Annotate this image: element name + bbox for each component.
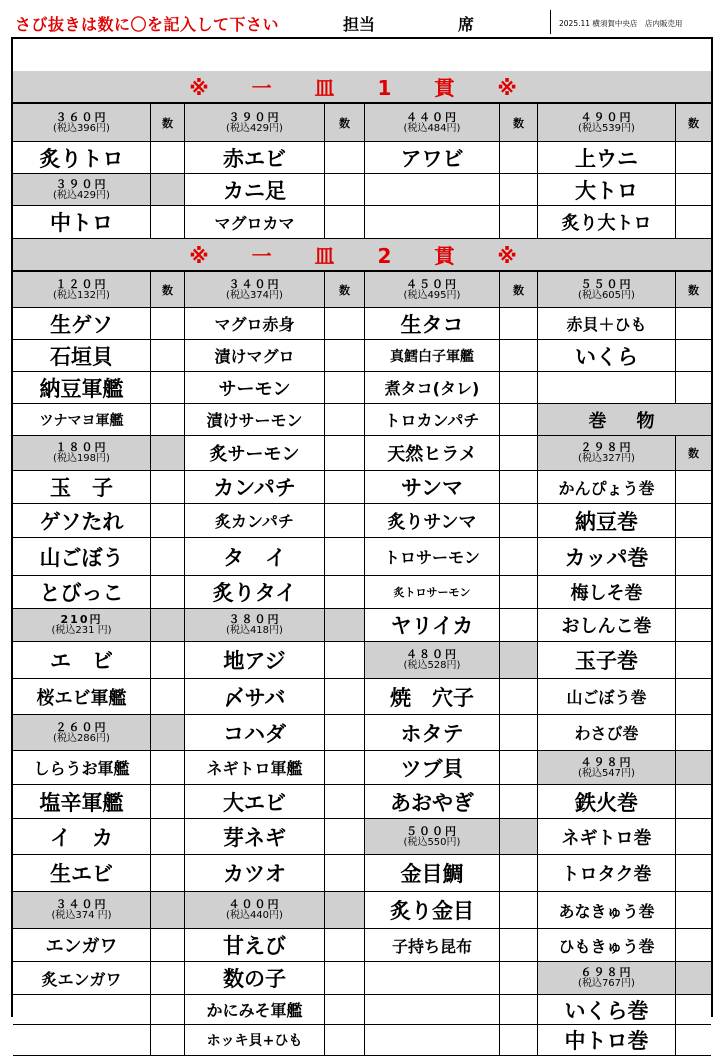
tax-included-price: (税込547円) <box>578 767 635 779</box>
menu-item-name: 金目鯛 <box>365 855 500 891</box>
table-row <box>13 308 711 340</box>
qty-header: 数 <box>325 104 365 141</box>
gray-filler-cell <box>151 174 185 205</box>
empty-cell <box>13 1025 151 1055</box>
qty-header: 数 <box>151 272 185 307</box>
qty-cell[interactable] <box>151 751 185 784</box>
price-header <box>13 104 151 141</box>
qty-cell[interactable] <box>151 372 185 403</box>
qty-cell[interactable] <box>325 372 365 403</box>
menu-item-name: カニ足 <box>185 174 325 205</box>
price-label: ４００円 <box>228 898 281 911</box>
menu-item-name: 炙り大トロ <box>538 206 676 238</box>
table-row <box>13 995 711 1025</box>
empty-cell <box>365 1025 500 1055</box>
table-row <box>13 715 711 751</box>
menu-item-name: 赤貝＋ひも <box>538 308 676 339</box>
menu-item-name: 大エビ <box>185 785 325 818</box>
qty-cell[interactable] <box>325 962 365 994</box>
gray-filler-cell <box>500 642 538 678</box>
menu-item-name: 炙サーモン <box>185 436 325 470</box>
qty-cell[interactable] <box>500 504 538 537</box>
qty-cell[interactable] <box>676 609 711 641</box>
table-row <box>13 340 711 372</box>
price-label: ３６０円 <box>55 110 108 124</box>
qty-cell[interactable] <box>500 340 538 371</box>
qty-cell[interactable] <box>676 1025 711 1055</box>
table-row <box>13 819 711 855</box>
menu-item-name: ヤリイカ <box>365 609 500 641</box>
menu-item-name: ツブ貝 <box>365 751 500 784</box>
section-title: ※ 一 皿 2 貫 ※ <box>189 244 535 268</box>
qty-cell[interactable] <box>500 892 538 928</box>
qty-cell[interactable] <box>676 929 711 961</box>
price-header <box>185 609 325 641</box>
tax-included-price: (税込198円) <box>53 453 110 464</box>
table-row <box>13 929 711 962</box>
tax-included-price: (税込286円) <box>53 732 110 744</box>
table-row <box>13 642 711 679</box>
menu-item-name: 焼 穴子 <box>365 679 500 714</box>
qty-header: 数 <box>500 104 538 141</box>
qty-cell[interactable] <box>325 436 365 470</box>
qty-cell[interactable] <box>325 929 365 961</box>
qty-cell[interactable] <box>151 206 185 238</box>
qty-cell[interactable] <box>500 609 538 641</box>
qty-cell[interactable] <box>500 142 538 173</box>
menu-item-name: 桜エビ軍艦 <box>13 679 151 714</box>
price-header <box>365 642 500 678</box>
menu-item-name: ネギトロ軍艦 <box>185 751 325 784</box>
qty-cell[interactable] <box>151 929 185 961</box>
price-header <box>538 272 676 307</box>
menu-item-name: トロカンパチ <box>365 404 500 435</box>
price-header <box>538 436 676 470</box>
price-label: ３９０円 <box>228 110 281 124</box>
gray-filler-cell <box>151 609 185 641</box>
tax-included-price: (税込495円) <box>403 289 461 301</box>
price-header <box>365 819 500 854</box>
price-label: ４５０円 <box>406 277 458 291</box>
price-label: ３４０円 <box>55 898 108 911</box>
price-label: ２６０円 <box>55 720 108 734</box>
table-row <box>13 751 711 785</box>
qty-cell[interactable] <box>676 174 711 205</box>
table-row <box>13 785 711 819</box>
table-row <box>13 538 711 576</box>
qty-cell[interactable] <box>676 471 711 503</box>
price-header <box>365 104 500 141</box>
header-divider <box>550 10 551 34</box>
qty-cell[interactable] <box>500 715 538 750</box>
menu-item-name: マグロ赤身 <box>185 308 325 339</box>
qty-cell[interactable] <box>151 576 185 608</box>
price-label: 210円 <box>60 613 103 626</box>
menu-item-name: あおやぎ <box>365 785 500 818</box>
qty-cell[interactable] <box>151 855 185 891</box>
price-label: ６９８円 <box>580 966 633 979</box>
table-row <box>13 436 711 471</box>
order-grid <box>11 37 713 1053</box>
price-header <box>365 272 500 307</box>
menu-item-name: サンマ <box>365 471 500 503</box>
qty-cell[interactable] <box>676 142 711 173</box>
price-header <box>13 892 151 928</box>
tax-included-price: (税込429円) <box>226 122 283 134</box>
menu-item-name: マグロカマ <box>185 206 325 238</box>
qty-cell[interactable] <box>325 340 365 371</box>
gray-filler-cell <box>151 436 185 470</box>
tax-included-price: (税込605円) <box>578 289 635 301</box>
section-title: ※ 一 皿 1 貫 ※ <box>189 76 535 100</box>
table-row <box>13 892 711 929</box>
price-label: ３８０円 <box>228 613 281 626</box>
qty-cell[interactable] <box>151 538 185 575</box>
qty-cell[interactable] <box>676 308 711 339</box>
qty-cell[interactable] <box>151 642 185 678</box>
menu-item-name: エ ビ <box>13 642 151 678</box>
qty-cell[interactable] <box>151 962 185 994</box>
menu-item-name: いくら <box>538 340 676 371</box>
qty-cell[interactable] <box>325 504 365 537</box>
qty-cell[interactable] <box>500 1025 538 1055</box>
table-row <box>13 962 711 995</box>
menu-item-name: かにみそ軍艦 <box>185 995 325 1024</box>
menu-item-name: 上ウニ <box>538 142 676 173</box>
table-row <box>13 471 711 504</box>
qty-cell[interactable] <box>325 404 365 435</box>
menu-item-name: 梅しそ巻 <box>538 576 676 608</box>
menu-item-name: トロサーモン <box>365 538 500 575</box>
gray-filler-cell <box>325 609 365 641</box>
qty-cell[interactable] <box>151 471 185 503</box>
menu-item-name: タ イ <box>185 538 325 575</box>
menu-item-name: 真鱈白子軍艦 <box>365 340 500 371</box>
store-info: 2025.11 横須賀中央店 店内販売用 <box>559 19 683 28</box>
staff-label: 担当 <box>343 15 376 34</box>
empty-cell <box>365 962 500 994</box>
qty-cell[interactable] <box>676 340 711 371</box>
qty-cell[interactable] <box>676 504 711 537</box>
qty-cell[interactable] <box>325 308 365 339</box>
qty-header: 数 <box>151 104 185 141</box>
tax-included-price: (税込132円) <box>53 289 110 301</box>
qty-cell[interactable] <box>500 995 538 1024</box>
qty-cell[interactable] <box>500 436 538 470</box>
menu-item-name: イ カ <box>13 819 151 854</box>
price-label: ４４０円 <box>406 110 458 124</box>
tax-included-price: (税込418円) <box>226 625 283 636</box>
tax-included-price: (税込550円) <box>403 836 461 848</box>
qty-cell[interactable] <box>676 995 711 1024</box>
menu-item-name: 漬けマグロ <box>185 340 325 371</box>
tax-included-price: (税込429円) <box>53 189 110 201</box>
menu-item-name: 炙りトロ <box>13 142 151 173</box>
empty-cell <box>538 372 676 403</box>
qty-cell[interactable] <box>325 1025 365 1055</box>
qty-cell[interactable] <box>500 785 538 818</box>
price-header <box>185 104 325 141</box>
menu-item-name: トロタク巻 <box>538 855 676 891</box>
qty-header: 数 <box>676 272 711 307</box>
menu-item-name: しらうお軍艦 <box>13 751 151 784</box>
qty-cell[interactable] <box>676 892 711 928</box>
price-header <box>185 892 325 928</box>
empty-cell <box>13 995 151 1024</box>
menu-item-name: 炙トロサーモン <box>365 576 500 608</box>
qty-cell[interactable] <box>325 538 365 575</box>
table-row <box>13 855 711 892</box>
qty-cell[interactable] <box>500 372 538 403</box>
qty-header: 数 <box>676 436 711 470</box>
table-row <box>13 142 711 174</box>
price-label: ４８０円 <box>406 648 458 661</box>
menu-item-name: 煮タコ(タレ) <box>365 372 500 403</box>
qty-cell[interactable] <box>151 308 185 339</box>
qty-cell[interactable] <box>325 679 365 714</box>
menu-item-name: 納豆巻 <box>538 504 676 537</box>
qty-cell[interactable] <box>500 679 538 714</box>
menu-item-name: とびっこ <box>13 576 151 608</box>
table-row <box>13 272 711 308</box>
instruction-title: さび抜きは数に〇を記入して下さい <box>15 15 280 34</box>
qty-cell[interactable] <box>676 372 711 403</box>
category-header: 巻 物 <box>538 404 711 435</box>
qty-cell[interactable] <box>676 679 711 714</box>
table-row <box>13 609 711 642</box>
tax-included-price: (税込528円) <box>403 660 461 671</box>
qty-cell[interactable] <box>325 576 365 608</box>
menu-item-name: カツオ <box>185 855 325 891</box>
price-label: １８０円 <box>55 441 108 454</box>
qty-cell[interactable] <box>676 785 711 818</box>
qty-cell[interactable] <box>500 206 538 238</box>
menu-item-name: 玉 子 <box>13 471 151 503</box>
qty-cell[interactable] <box>325 471 365 503</box>
menu-item-name: 中トロ巻 <box>538 1025 676 1055</box>
tax-included-price: (税込539円) <box>578 122 635 134</box>
qty-header: 数 <box>500 272 538 307</box>
qty-cell[interactable] <box>151 404 185 435</box>
qty-cell[interactable] <box>325 855 365 891</box>
qty-cell[interactable] <box>325 995 365 1024</box>
menu-item-name: ホタテ <box>365 715 500 750</box>
menu-item-name: ツナマヨ軍艦 <box>13 404 151 435</box>
price-header <box>538 751 676 784</box>
menu-item-name: 甘えび <box>185 929 325 961</box>
menu-item-name: 芽ネギ <box>185 819 325 854</box>
qty-cell[interactable] <box>325 715 365 750</box>
price-header <box>13 272 151 307</box>
section-band <box>13 71 711 104</box>
empty-cell <box>365 174 500 205</box>
qty-cell[interactable] <box>151 1025 185 1055</box>
qty-cell[interactable] <box>151 995 185 1024</box>
table-row <box>13 206 711 239</box>
tax-included-price: (税込440円) <box>226 910 283 921</box>
price-label: ４９８円 <box>580 755 633 769</box>
menu-item-name: 子持ち昆布 <box>365 929 500 961</box>
tax-included-price: (税込374 円) <box>51 910 112 921</box>
price-label: ３４０円 <box>228 277 281 291</box>
price-label: ５００円 <box>406 824 458 838</box>
qty-cell[interactable] <box>325 785 365 818</box>
qty-cell[interactable] <box>151 504 185 537</box>
menu-item-name: ひもきゅう巻 <box>538 929 676 961</box>
menu-item-name: おしんこ巻 <box>538 609 676 641</box>
qty-cell[interactable] <box>500 929 538 961</box>
price-header <box>185 272 325 307</box>
menu-item-name: アワビ <box>365 142 500 173</box>
table-row <box>13 404 711 436</box>
menu-item-name: 石垣貝 <box>13 340 151 371</box>
menu-item-name: いくら巻 <box>538 995 676 1024</box>
menu-item-name: 生エビ <box>13 855 151 891</box>
menu-item-name: コハダ <box>185 715 325 750</box>
table-row <box>13 372 711 404</box>
gray-filler-cell <box>151 892 185 928</box>
qty-cell[interactable] <box>325 142 365 173</box>
qty-cell[interactable] <box>500 538 538 575</box>
menu-item-name: 山ごぼう <box>13 538 151 575</box>
qty-cell[interactable] <box>151 819 185 854</box>
menu-item-name: カッパ巻 <box>538 538 676 575</box>
sheet-header <box>11 6 713 36</box>
price-label: ２９８円 <box>580 441 633 454</box>
qty-cell[interactable] <box>500 855 538 891</box>
price-label: ３９０円 <box>55 177 108 191</box>
menu-item-name: 炙り金目 <box>365 892 500 928</box>
menu-item-name: 納豆軍艦 <box>13 372 151 403</box>
price-header <box>538 962 676 994</box>
menu-item-name: 漬けサーモン <box>185 404 325 435</box>
table-row <box>13 104 711 142</box>
menu-item-name: 〆サバ <box>185 679 325 714</box>
qty-cell[interactable] <box>151 679 185 714</box>
menu-item-name: 生タコ <box>365 308 500 339</box>
qty-cell[interactable] <box>151 340 185 371</box>
qty-cell[interactable] <box>500 471 538 503</box>
empty-cell <box>365 995 500 1024</box>
qty-cell[interactable] <box>676 538 711 575</box>
price-label: ５５０円 <box>580 277 633 291</box>
qty-cell[interactable] <box>500 404 538 435</box>
tax-included-price: (税込767円) <box>578 978 635 989</box>
tax-included-price: (税込327円) <box>578 453 635 464</box>
menu-item-name: 数の子 <box>185 962 325 994</box>
qty-cell[interactable] <box>500 308 538 339</box>
menu-item-name: 地アジ <box>185 642 325 678</box>
tax-included-price: (税込396円) <box>53 122 110 134</box>
qty-cell[interactable] <box>676 642 711 678</box>
gray-filler-cell <box>151 715 185 750</box>
qty-cell[interactable] <box>676 855 711 891</box>
qty-header: 数 <box>676 104 711 141</box>
menu-item-name: 塩辛軍艦 <box>13 785 151 818</box>
qty-cell[interactable] <box>500 962 538 994</box>
menu-item-name: ゲソたれ <box>13 504 151 537</box>
price-header <box>13 174 151 205</box>
menu-item-name: 中トロ <box>13 206 151 238</box>
qty-cell[interactable] <box>151 142 185 173</box>
qty-cell[interactable] <box>500 576 538 608</box>
menu-item-name: 玉子巻 <box>538 642 676 678</box>
menu-item-name: 山ごぼう巻 <box>538 679 676 714</box>
price-header <box>538 104 676 141</box>
qty-cell[interactable] <box>676 715 711 750</box>
qty-cell[interactable] <box>325 751 365 784</box>
table-row <box>13 576 711 609</box>
seat-label: 席 <box>458 15 475 34</box>
gray-filler-cell <box>676 962 711 994</box>
empty-cell <box>365 206 500 238</box>
gray-filler-cell <box>325 892 365 928</box>
section-band <box>13 239 711 272</box>
gray-filler-cell <box>500 819 538 854</box>
menu-item-name: 炙りタイ <box>185 576 325 608</box>
menu-item-name: 赤エビ <box>185 142 325 173</box>
menu-item-name: 生ゲソ <box>13 308 151 339</box>
menu-item-name: 炙りサンマ <box>365 504 500 537</box>
qty-cell[interactable] <box>325 642 365 678</box>
menu-item-name: 大トロ <box>538 174 676 205</box>
menu-item-name: ネギトロ巻 <box>538 819 676 854</box>
table-row <box>13 174 711 206</box>
menu-item-name: 炙エンガワ <box>13 962 151 994</box>
menu-item-name: カンパチ <box>185 471 325 503</box>
qty-cell[interactable] <box>676 206 711 238</box>
price-header <box>13 715 151 750</box>
qty-cell[interactable] <box>676 576 711 608</box>
qty-cell[interactable] <box>325 174 365 205</box>
menu-item-name: わさび巻 <box>538 715 676 750</box>
qty-cell[interactable] <box>500 751 538 784</box>
menu-item-name: 炙カンパチ <box>185 504 325 537</box>
menu-item-name: あなきゅう巻 <box>538 892 676 928</box>
menu-item-name: サーモン <box>185 372 325 403</box>
table-row <box>13 1025 711 1056</box>
qty-cell[interactable] <box>151 785 185 818</box>
table-row <box>13 504 711 538</box>
tax-included-price: (税込231 円) <box>51 625 112 636</box>
menu-item-name: エンガワ <box>13 929 151 961</box>
price-label: １２０円 <box>55 277 108 291</box>
tax-included-price: (税込374円) <box>226 289 283 301</box>
qty-cell[interactable] <box>676 819 711 854</box>
menu-item-name: 天然ヒラメ <box>365 436 500 470</box>
table-row <box>13 679 711 715</box>
menu-item-name: ホッキ貝+ひも <box>185 1025 325 1055</box>
qty-cell[interactable] <box>500 174 538 205</box>
menu-item-name: かんぴょう巻 <box>538 471 676 503</box>
price-label: ４９０円 <box>580 110 633 124</box>
price-header <box>13 436 151 470</box>
qty-header: 数 <box>325 272 365 307</box>
tax-included-price: (税込484円) <box>403 122 461 134</box>
price-header <box>13 609 151 641</box>
gray-filler-cell <box>676 751 711 784</box>
qty-cell[interactable] <box>325 206 365 238</box>
qty-cell[interactable] <box>325 819 365 854</box>
menu-item-name: 鉄火巻 <box>538 785 676 818</box>
